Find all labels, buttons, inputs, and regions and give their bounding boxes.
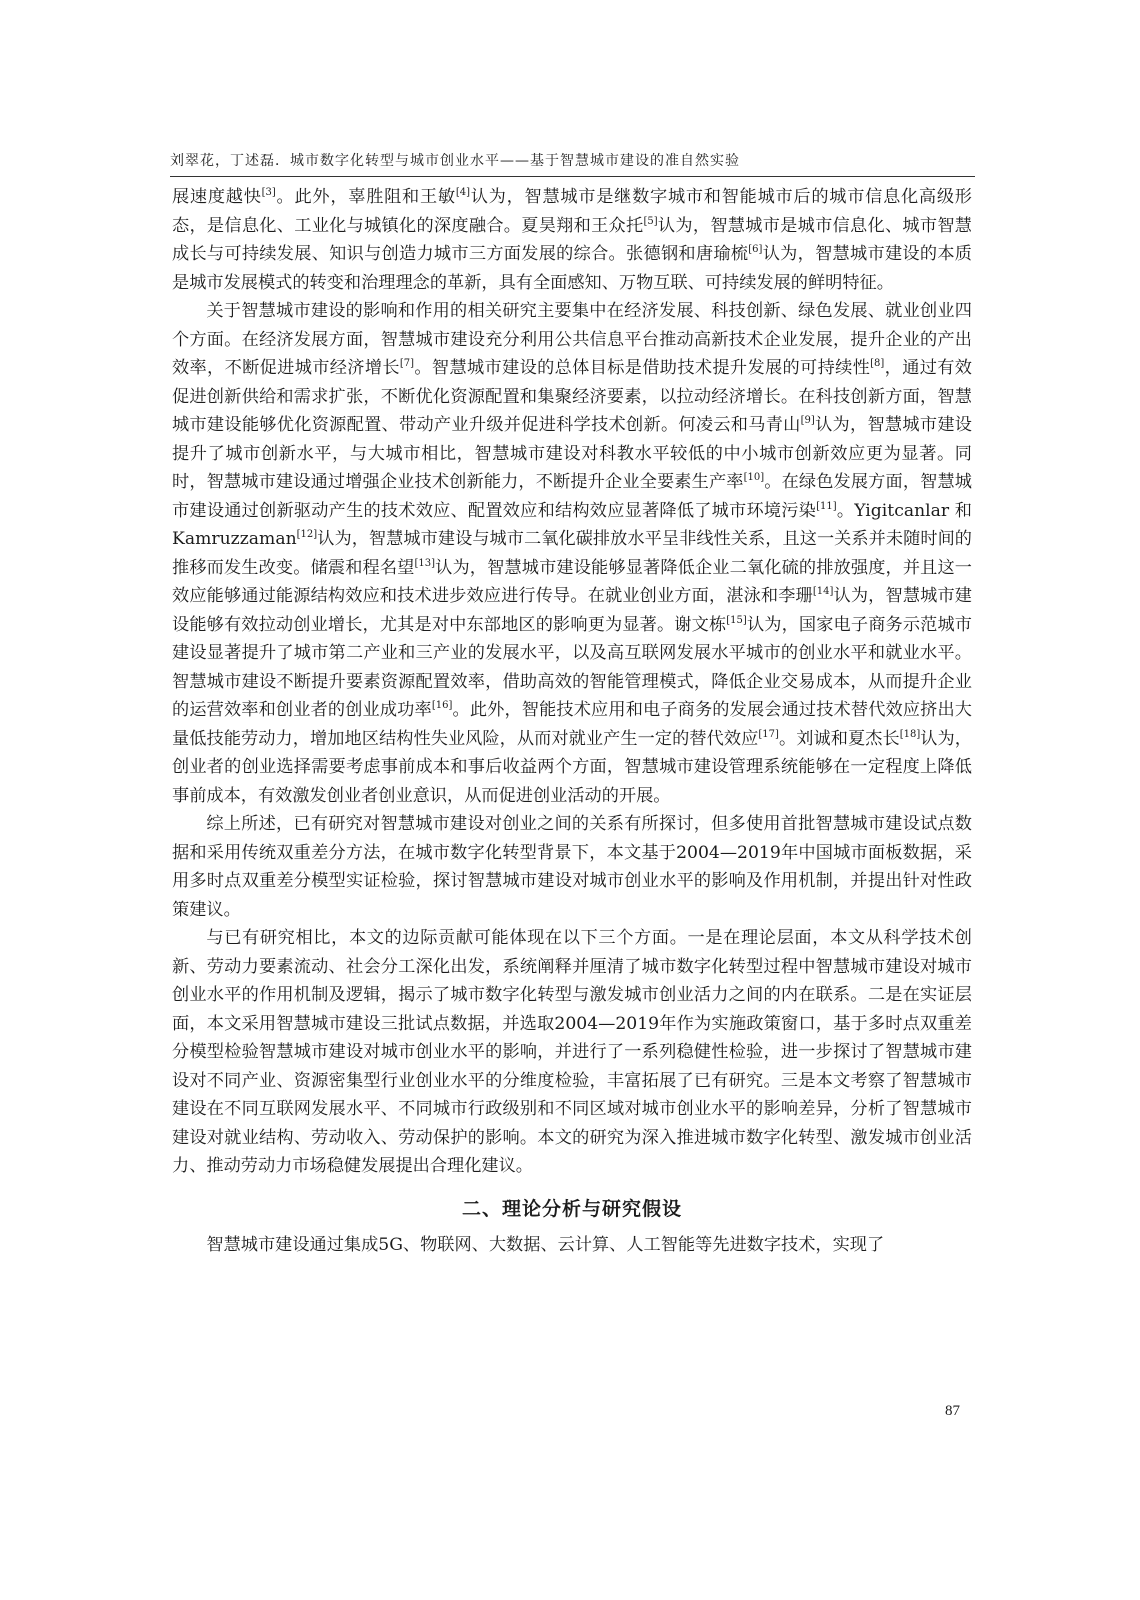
- text-run: 认为，智慧城市建设提升了城市创新水平，与大城市相比，智慧城市建设对科教水平较低的中小城市创新效应更为显著。同时，智慧城市建设通过增强企业技术创新能力，不断提升企业全要素生产率: [172, 415, 972, 492]
- citation-ref: [17]: [758, 728, 779, 740]
- text-run: 关于智慧城市建设的影响和作用的相关研究主要集中在经济发展、科技创新、绿色发展、就业创业四个方面。在经济发展方面，智慧城市建设充分利用公共信息平台推动高新技术企业发展，提升企业的产出效率，不断促进城市经济增长: [172, 301, 972, 378]
- text-run: 认为，智慧城市是城市信息化、城市智慧成长与可持续发展、知识与创造力城市三方面发展的综合。张德钢和唐瑜梳: [172, 215, 972, 264]
- text-run: 。刘诚和夏杰长: [778, 728, 900, 749]
- section-heading: 二、理论分析与研究假设: [461, 1197, 682, 1220]
- text-run: 认为，国家电子商务示范城市建设显著提升了城市第二产业和三产业的发展水平，以及高互联网发展水平城市的创业水平和就业水平。智慧城市建设不断提升要素资源配置效率，借助高效的智能管理模式，降低企业交易成本，从而提升企业的运营效率和创业者的创业成功率: [172, 614, 972, 720]
- citation-ref: [13]: [414, 557, 436, 569]
- citation-ref: [10]: [743, 472, 765, 483]
- citation-ref: [15]: [726, 614, 747, 626]
- page-number: 87: [945, 1403, 960, 1419]
- header-rule: [170, 176, 975, 177]
- text-run: 。此外，辜胜阻和王敏: [275, 187, 456, 207]
- text-run: 综上所述，已有研究对智慧城市建设对创业之间的关系有所探讨，但多使用首批智慧城市建设试点数据和采用传统双重差分方法，在城市数字化转型背景下，本文基于2004—2019年中国城市面板数据，采用多时点双重差分模型实证检验，探讨智慧城市建设对城市创业水平的影响及作用机制，并提出针对性政策建议。: [172, 814, 972, 920]
- paragraph: [172, 924, 972, 1181]
- paragraph: [172, 183, 972, 297]
- citation-ref: [4]: [455, 187, 470, 198]
- citation-ref: [12]: [296, 529, 318, 540]
- text-run: 。在绿色发展方面，智慧城市建设通过创新驱动产生的技术效应、配置效应和结构效应显著降低了城市环境污染: [172, 472, 972, 521]
- citation-ref: [14]: [812, 586, 834, 597]
- running-head: 刘翠花，丁述磊．城市数字化转型与城市创业水平——基于智慧城市建设的准自然实验: [170, 153, 740, 169]
- paragraph-group: [172, 183, 972, 1181]
- citation-ref: [3]: [261, 187, 276, 198]
- text-run: 认为，智慧城市是继数字城市和智能城市后的城市信息化高级形态，是信息化、工业化与城镇化的深度融合。夏昊翔和王众托: [172, 187, 972, 236]
- text-run: 认为，创业者的创业选择需要考虑事前成本和事后收益两个方面，智慧城市建设管理系统能够在一定程度上降低事前成本，有效激发创业者创业意识，从而促进创业活动的开展。: [172, 728, 972, 806]
- text-run: 认为，智慧城市建设能够有效拉动创业增长，尤其是对中东部地区的影响更为显著。谢文栋: [172, 586, 972, 635]
- paragraph: 智慧城市建设通过集成5G、物联网、大数据、云计算、人工智能等先进数字技术，实现了: [206, 1235, 885, 1255]
- text-run: 展速度越快: [172, 187, 262, 207]
- citation-ref: [6]: [748, 244, 763, 255]
- paragraph: [172, 297, 972, 810]
- text-run: 认为，智慧城市建设与城市二氧化碳排放水平呈非线性关系，且这一关系并未随时间的推移而发生改变。储震和程名望: [172, 529, 972, 578]
- citation-ref: [8]: [870, 358, 885, 369]
- paragraph: [172, 810, 972, 924]
- citation-ref: [11]: [816, 500, 837, 512]
- citation-ref: [16]: [431, 700, 453, 711]
- text-run: ，通过有效促进创新供给和需求扩张，不断优化资源配置和集聚经济要素，以拉动经济增长。在科技创新方面，智慧城市建设能够优化资源配置、带动产业升级并促进科学技术创新。何凌云和马青山: [172, 358, 972, 435]
- text-run: 。智慧城市建设的总体目标是借助技术提升发展的可持续性: [414, 358, 871, 378]
- text-run: 认为，智慧城市建设的本质是城市发展模式的转变和治理理念的革新，具有全面感知、万物互联、可持续发展的鲜明特征。: [172, 244, 972, 293]
- text-run: 。Yigitcanlar 和 Kamruzzaman: [172, 500, 972, 549]
- citation-ref: [5]: [643, 215, 658, 227]
- citation-ref: [9]: [800, 415, 815, 426]
- text-run: 认为，智慧城市建设能够显著降低企业二氧化硫的排放强度，并且这一效应能够通过能源结构效应和技术进步效应进行传导。在就业创业方面，湛泳和李珊: [172, 557, 972, 606]
- body-text: [172, 183, 972, 1260]
- citation-ref: [18]: [899, 728, 921, 740]
- citation-ref: [7]: [399, 358, 415, 369]
- text-run: 。此外，智能技术应用和电子商务的发展会通过技术替代效应挤出大量低技能劳动力，增加地区结构性失业风险，从而对就业产生一定的替代效应: [172, 700, 972, 749]
- text-run: 与已有研究相比，本文的边际贡献可能体现在以下三个方面。一是在理论层面，本文从科学技术创新、劳动力要素流动、社会分工深化出发，系统阐释并厘清了城市数字化转型过程中智慧城市建设对城市创业水平的作用机制及逻辑，揭示了城市数字化转型与激发城市创业活力之间的内在联系。二是在实证层面，本文采用智慧城市建设三批试点数据，并选取2004—2019年作为实施政策窗口，基于多时点双重差分模型检验智慧城市建设对城市创业水平的影响，并进行了一系列稳健性检验，进一步探讨了智慧城市建设对不同产业、资源密集型行业创业水平的分维度检验，丰富拓展了已有研究。三是本文考察了智慧城市建设在不同互联网发展水平、不同城市行政级别和不同区域对城市创业水平的影响差异，分析了智慧城市建设对就业结构、劳动收入、劳动保护的影响。本文的研究为深入推进城市数字化转型、激发城市创业活力、推动劳动力市场稳健发展提出合理化建议。: [172, 928, 972, 1176]
